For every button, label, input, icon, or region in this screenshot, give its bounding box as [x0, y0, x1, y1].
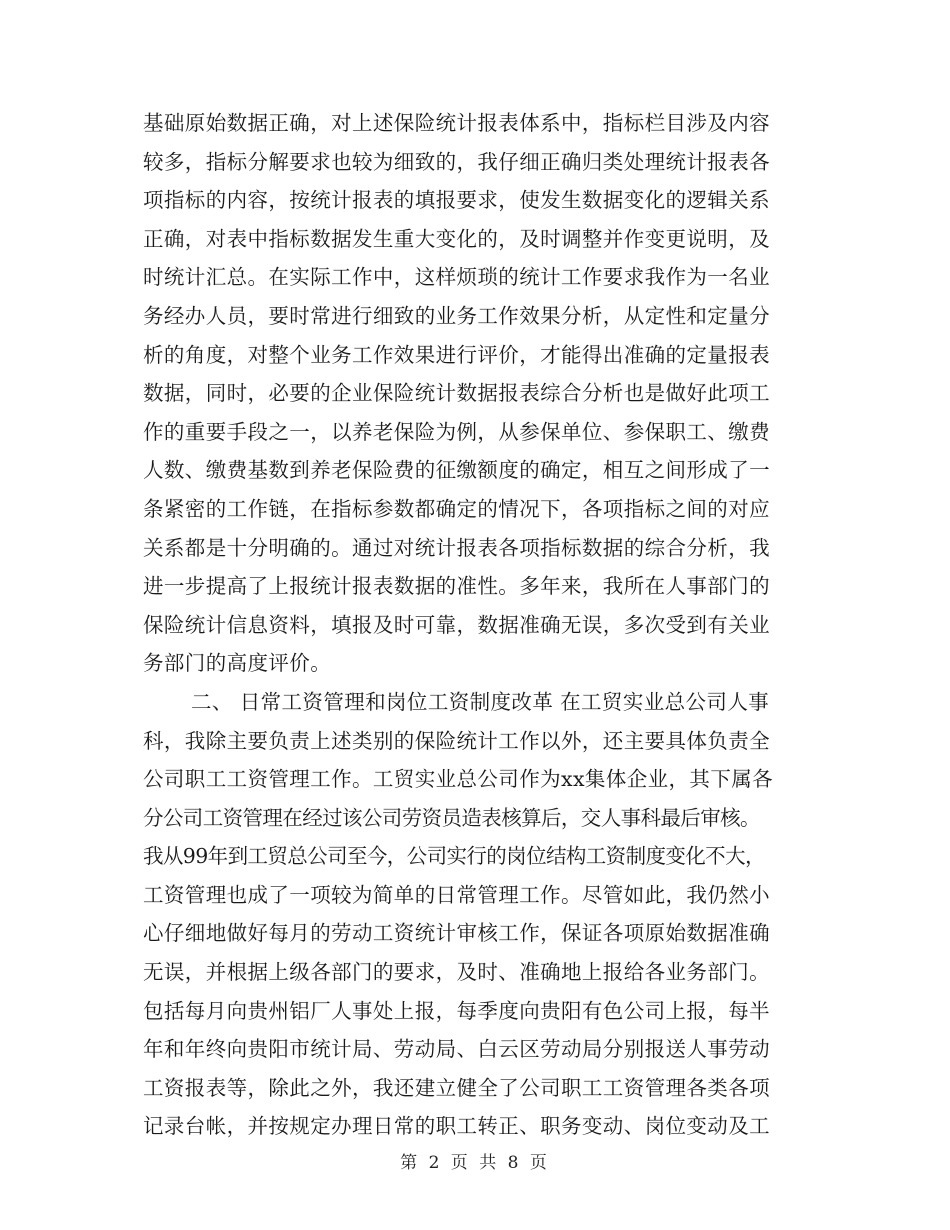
text-line: 无误，并根据上级各部门的要求，及时、准确地上报给各业务部门。: [143, 960, 770, 985]
text-line: 工资报表等，除此之外，我还建立健全了公司职工工资管理各类各项: [143, 1075, 770, 1100]
text-line: 项指标的内容，按统计报表的填报要求，使发生数据变化的逻辑关系: [143, 188, 770, 213]
text-line: 保险统计信息资料，填报及时可靠，数据准确无误，多次受到有关业: [143, 612, 770, 637]
body-text: [143, 104, 823, 1146]
text-line: 科，我除主要负责上述类别的保险统计工作以外，还主要具体负责全: [143, 728, 770, 753]
text-line: 心仔细地做好每月的劳动工资统计审核工作，保证各项原始数据准确: [143, 921, 770, 946]
text-line: 进一步提高了上报统计报表数据的准性。多年来，我所在人事部门的: [143, 574, 770, 599]
text-line: 析的角度，对整个业务工作效果进行评价，才能得出准确的定量报表: [143, 342, 770, 367]
text-line: 工资管理也成了一项较为简单的日常管理工作。尽管如此，我仍然小: [143, 882, 770, 907]
text-line: 基础原始数据正确，对上述保险统计报表体系中，指标栏目涉及内容: [143, 111, 770, 135]
text-line: 关系都是十分明确的。通过对统计报表各项指标数据的综合分析，我: [143, 535, 770, 560]
text-line: 作的重要手段之一，以养老保险为例，从参保单位、参保职工、缴费: [143, 419, 770, 444]
text-line: 条紧密的工作链，在指标参数都确定的情况下，各项指标之间的对应: [143, 496, 770, 521]
text-line: 数据，同时，必要的企业保险统计数据报表综合分析也是做好此项工: [143, 381, 770, 406]
text-line: 我从99年到工贸总公司至今，公司实行的岗位结构工资制度变化不大，: [143, 844, 765, 869]
text-line: 务经办人员，要时常进行细致的业务工作效果分析，从定性和定量分: [143, 303, 770, 328]
text-line: 务部门的高度评价。: [143, 651, 332, 676]
section-heading-line: 二、 日常工资管理和岗位工资制度改革 在工贸实业总公司人事: [191, 689, 770, 714]
text-line: 记录台帐，并按规定办理日常的职工转正、职务变动、岗位变动及工: [143, 1114, 770, 1139]
text-line: 分公司工资管理在经过该公司劳资员造表核算后，交人事科最后审核。: [143, 805, 760, 830]
text-line: 包括每月向贵州铝厂人事处上报，每季度向贵阳有色公司上报，每半: [143, 998, 770, 1023]
text-line: 年和年终向贵阳市统计局、劳动局、白云区劳动局分别报送人事劳动: [143, 1037, 770, 1062]
text-line: 时统计汇总。在实际工作中，这样烦琐的统计工作要求我作为一名业: [143, 265, 770, 290]
text-line: 较多，指标分解要求也较为细致的，我仔细正确归类处理统计报表各: [143, 149, 770, 174]
text-line: 公司职工工资管理工作。工贸实业总公司作为xx集体企业，其下属各: [143, 767, 774, 792]
text-line: 正确，对表中指标数据发生重大变化的，及时调整并作变更说明，及: [143, 226, 770, 251]
text-line: 人数、缴费基数到养老保险费的征缴额度的确定，相互之间形成了一: [143, 458, 770, 483]
page-footer: 第 2 页 共 8 页: [400, 1153, 550, 1173]
